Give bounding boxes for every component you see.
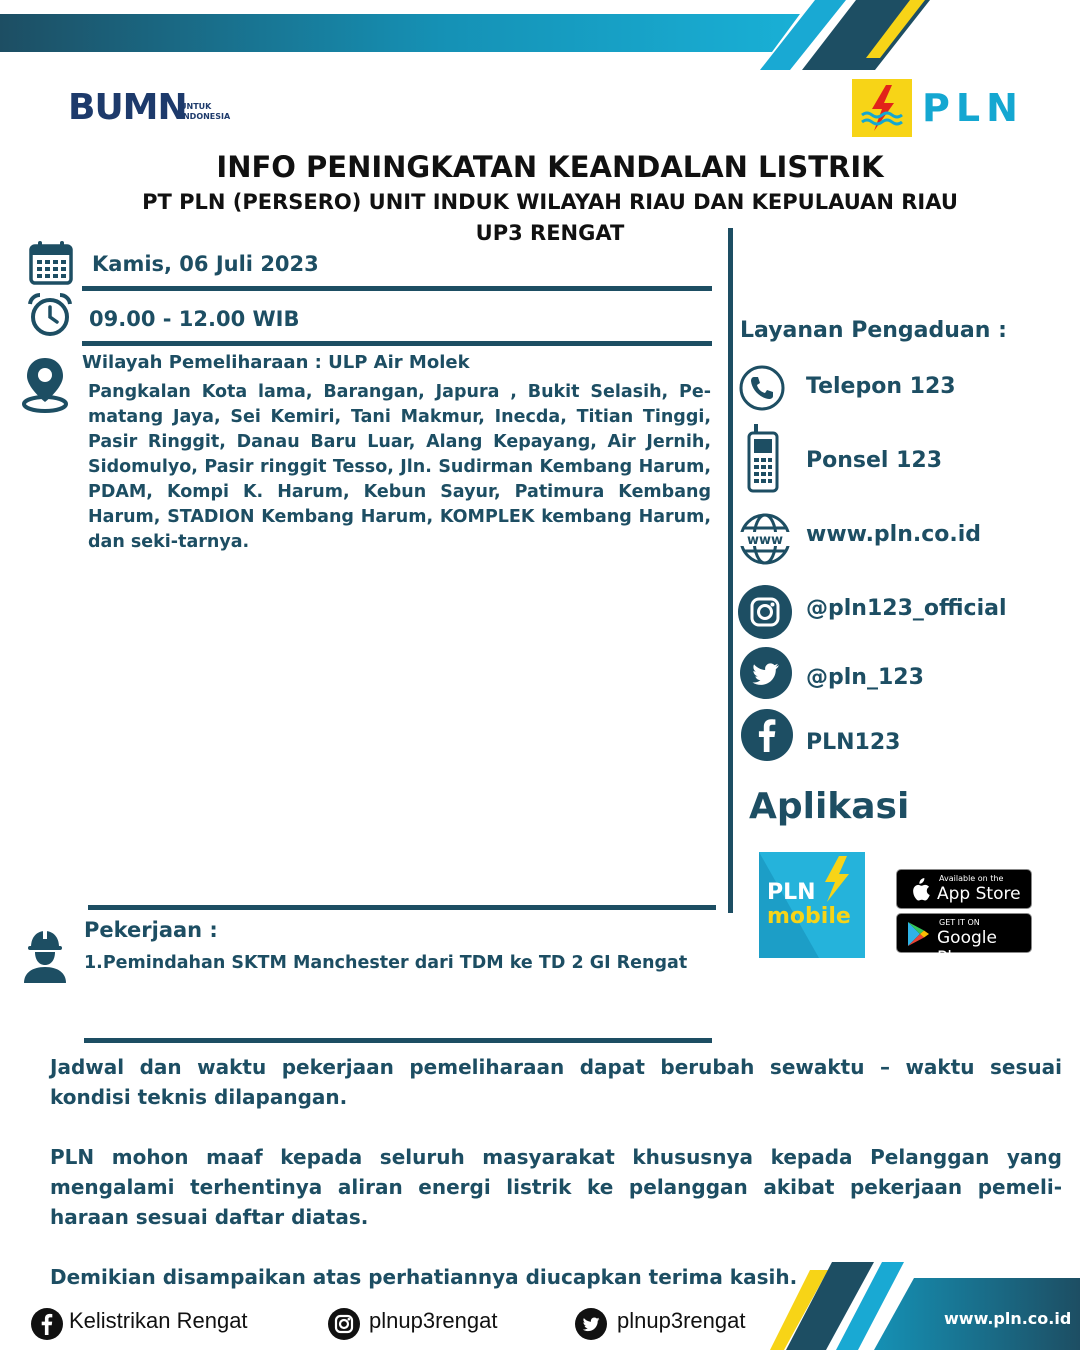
location-pin-icon: [20, 354, 70, 418]
instagram-icon: [737, 584, 793, 644]
note-thanks: Demikian disampaikan atas perhatiannya diucapkan terima kasih.: [50, 1265, 798, 1289]
mobile-phone-icon: [746, 424, 780, 498]
note-schedule-change: Jadwal dan waktu pekerjaan pemeliharaan dapat berubah sewaktu – waktu sesuai kondisi teknis dilapangan.: [50, 1055, 1062, 1109]
divider: [82, 286, 712, 291]
contact-facebook[interactable]: PLN123: [806, 730, 901, 755]
bumn-logo: BUMN UNTUK INDONESIA: [68, 87, 231, 128]
footer-twitter[interactable]: plnup3rengat: [617, 1308, 746, 1333]
footer-instagram[interactable]: plnup3rengat: [369, 1308, 498, 1333]
app-store-badge[interactable]: Available on the App Store: [896, 869, 1032, 909]
pln-lightning-icon: [852, 79, 912, 137]
area-label: Wilayah Pemeliharaan : ULP Air Molek: [82, 352, 470, 373]
maintenance-date: Kamis, 06 Juli 2023: [92, 252, 319, 276]
footer-band: [770, 1262, 1080, 1350]
footer-instagram-icon: [328, 1308, 360, 1344]
pln-mobile-app-icon[interactable]: PLN mobile: [759, 852, 865, 958]
globe-www-icon: [738, 512, 792, 570]
page-title: INFO PENINGKATAN KEANDALAN LISTRIK: [216, 150, 884, 184]
divider: [88, 905, 716, 910]
apple-icon: [907, 877, 931, 903]
contact-twitter[interactable]: @pln_123: [806, 665, 924, 690]
divider: [82, 341, 712, 346]
divider: [84, 1038, 712, 1043]
work-label: Pekerjaan :: [84, 918, 218, 942]
footer-facebook-icon: [31, 1308, 63, 1344]
contact-website[interactable]: www.pln.co.id: [806, 522, 982, 547]
apps-title: Aplikasi: [749, 786, 910, 827]
area-list: Pangkalan Kota lama, Barangan, Japura , Bukit Selasih, Pe-matang Jaya, Sei Kemiri, Tani Makmur, Inecda, Titian Tinggi, Pasir Ringgit, Danau Baru Luar, Alang Kepayang, Air Jernih, Sidomulyo, Pasir ringgit Tesso, Jln. Sudirman Kembang Harum, PDAM, Kompi K. Harum, Kebun Sayur, Patimura Kembang Harum, STADION Kembang Harum, KOMPLEK kembang Harum, dan seki-tarnya.: [88, 382, 711, 552]
contact-phone[interactable]: Telepon 123: [806, 374, 956, 399]
contact-instagram[interactable]: @pln123_official: [806, 596, 1007, 621]
complaint-services-title: Layanan Pengaduan :: [740, 318, 1007, 343]
work-item: 1.Pemindahan SKTM Manchester dari TDM ke TD 2 GI Rengat: [84, 953, 688, 973]
footer-twitter-icon: [575, 1308, 607, 1344]
calendar-icon: [28, 240, 74, 290]
twitter-icon: [739, 646, 793, 704]
note-apology: PLN mohon maaf kepada seluruh masyarakat khususnya kepada Pelanggan yang mengalami terhentinya aliran energi listrik ke pelanggan akibat pekerjaan pemeli-haraan sesuai daftar diatas.: [50, 1145, 1062, 1229]
column-divider: [728, 228, 733, 913]
notes: [50, 1052, 1062, 1292]
unit-name: UP3 RENGAT: [475, 221, 625, 245]
footer-website[interactable]: www.pln.co.id: [944, 1309, 1072, 1328]
google-play-badge[interactable]: GET IT ON Google Play: [896, 913, 1032, 953]
facebook-icon: [740, 708, 794, 766]
contact-mobile[interactable]: Ponsel 123: [806, 448, 943, 473]
google-play-icon: [906, 921, 930, 947]
svg-text:www: www: [746, 533, 784, 548]
phone-icon: [738, 364, 786, 416]
page-subtitle: PT PLN (PERSERO) UNIT INDUK WILAYAH RIAU DAN KEPULAUAN RIAU: [142, 190, 958, 214]
maintenance-time: 09.00 - 12.00 WIB: [89, 307, 300, 331]
pln-logo: PLN: [852, 79, 1032, 137]
worker-icon: [20, 927, 70, 987]
header-band: [0, 0, 1080, 70]
footer-facebook[interactable]: Kelistrikan Rengat: [69, 1308, 248, 1333]
alarm-clock-icon: [26, 292, 74, 342]
